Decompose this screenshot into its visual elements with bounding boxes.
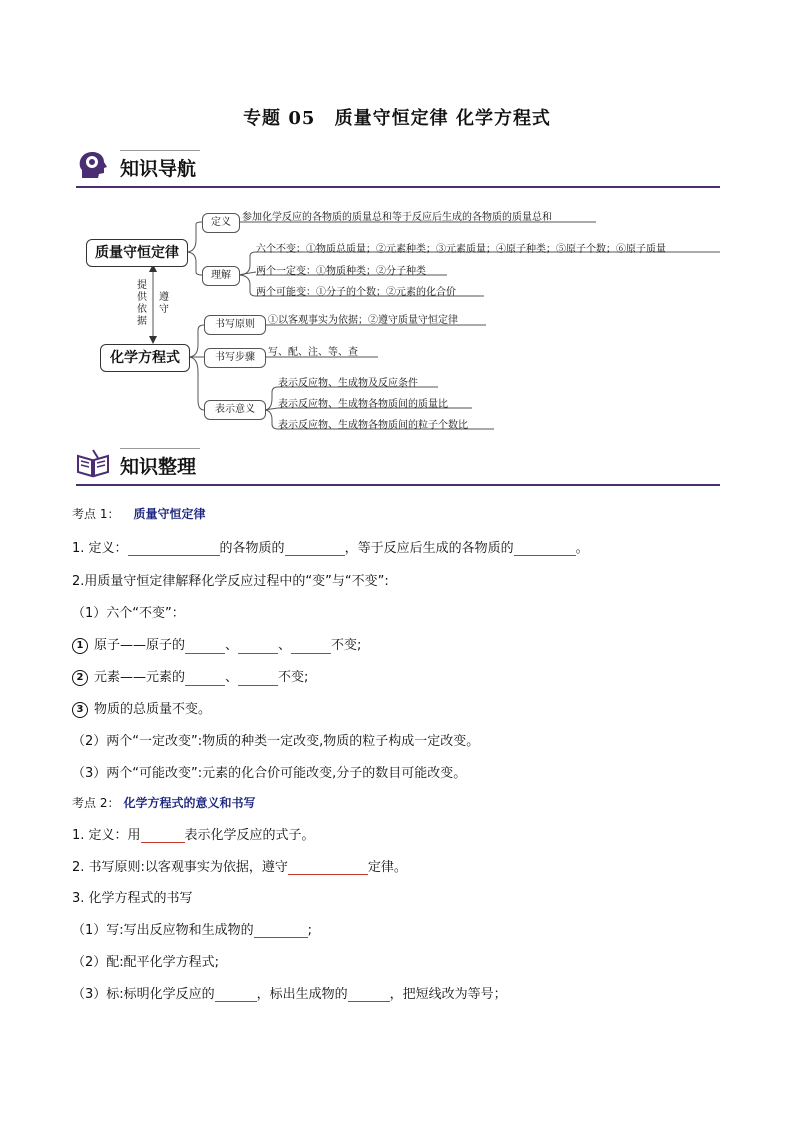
text-segment: 、 [225, 638, 239, 653]
text-segment: 1. 定义： [72, 541, 128, 556]
text-segment: 的各物质的 [219, 541, 285, 556]
fill-blank[interactable] [291, 639, 331, 654]
text-segment: 2. 书写原则:以客观事实为依据，遵守 [72, 860, 288, 875]
kp1-line-mass [72, 698, 211, 718]
kp2-line-3: 3. 化学方程式的书写 [72, 891, 193, 906]
node-definition: 定义 [202, 213, 240, 233]
text-segment: （3）标:标明化学反应的 [72, 987, 215, 1002]
root-box-conservation-law: 质量守恒定律 [86, 239, 188, 267]
text-segment: ，把短线改为等号； [389, 987, 507, 1002]
meaning-item: 表示反应物、生成物各物质间的质量比 [278, 399, 448, 410]
header-top-rule [120, 448, 200, 449]
link-label-basis: 提供依据 [137, 280, 147, 327]
text-segment: ; [307, 923, 313, 938]
title-main: 质量守恒定律 化学方程式 [334, 108, 551, 129]
section-notes-rule [76, 484, 720, 486]
kp2-line-write [72, 919, 312, 938]
fill-blank[interactable] [238, 639, 278, 654]
node-meaning: 表示意义 [204, 400, 266, 420]
text-segment: 、 [225, 670, 239, 685]
kp1-line-7: （2）两个“一定改变”:物质的种类一定改变,物质的粒子构成一定改变。 [72, 734, 480, 749]
kp2-line-principle [72, 856, 407, 875]
kp1-label: 考点 1： [72, 507, 120, 521]
fill-blank[interactable] [288, 860, 368, 875]
kp1-heading [72, 505, 205, 522]
section-notes-title: 知识整理 [120, 456, 197, 478]
kp1-line-elements [72, 666, 308, 686]
kp1-line-definition [72, 537, 589, 556]
node-writing-steps: 书写步骤 [204, 348, 266, 368]
kp2-line-mark [72, 983, 507, 1002]
definition-text: 参加化学反应的各物质的质量总和等于反应后生成的各物质的质量总和 [242, 212, 552, 223]
mindmap [0, 0, 794, 440]
fill-blank[interactable] [254, 923, 308, 938]
text-segment: 1. 定义：用 [72, 828, 141, 843]
principle-text: ①以客观事实为依据；②遵守质量守恒定律 [268, 315, 458, 326]
meaning-item: 表示反应物、生成物各物质间的粒子个数比 [278, 420, 468, 431]
understanding-item: 六个不变：①物质总质量；②元素种类；③元素质量；④原子种类；⑤原子个数；⑥原子质量 [256, 244, 666, 255]
circled-number: 3 [72, 702, 88, 718]
kp1-line-2: 2.用质量守恒定律解释化学反应过程中的“变”与“不变”: [72, 574, 389, 589]
circled-number: 1 [72, 638, 88, 654]
fill-blank[interactable] [215, 987, 257, 1002]
meaning-item: 表示反应物、生成物及反应条件 [278, 378, 418, 389]
fill-blank[interactable] [141, 828, 185, 843]
section-nav-title: 知识导航 [120, 158, 197, 180]
text-segment: 。 [575, 541, 589, 556]
open-book-icon [76, 446, 110, 480]
kp2-label: 考点 2： [72, 796, 120, 810]
text-segment: 物质的总质量不变。 [94, 702, 212, 717]
link-label-follow: 遵守 [159, 292, 169, 315]
text-segment: 元素——元素的 [94, 670, 186, 685]
node-understanding: 理解 [202, 266, 240, 286]
text-segment: 不变; [278, 670, 309, 685]
kp1-line-3: （1）六个“不变”： [72, 606, 185, 621]
fill-blank[interactable] [348, 987, 390, 1002]
node-writing-principle: 书写原则 [204, 315, 266, 335]
fill-blank[interactable] [238, 671, 278, 686]
text-segment: 定律。 [367, 860, 407, 875]
understanding-item: 两个一定变：①物质种类；②分子种类 [256, 266, 426, 277]
circled-number: 2 [72, 670, 88, 686]
kp1-line-8: （3）两个“可能改变”:元素的化合价可能改变,分子的数目可能改变。 [72, 766, 467, 781]
kp2-title: 化学方程式的意义和书写 [123, 796, 256, 810]
kp2-line-definition [72, 824, 315, 843]
kp1-title: 质量守恒定律 [133, 507, 206, 521]
text-segment: （1）写:写出反应物和生成物的 [72, 923, 254, 938]
steps-text: 写、配、注、等、查 [268, 347, 358, 358]
kp2-line-balance: （2）配:配平化学方程式; [72, 955, 220, 970]
fill-blank[interactable] [514, 541, 576, 556]
fill-blank[interactable] [285, 541, 345, 556]
fill-blank[interactable] [185, 639, 225, 654]
kp2-heading [72, 794, 255, 811]
fill-blank[interactable] [185, 671, 225, 686]
title-prefix: 专题 05 [243, 108, 316, 129]
section-notes-header [76, 446, 720, 486]
text-segment: 不变; [331, 638, 362, 653]
text-segment: 表示化学反应的式子。 [184, 828, 315, 843]
text-segment: ，等于反应后生成的各物质的 [344, 541, 514, 556]
kp1-line-atoms [72, 634, 361, 654]
text-segment: ，标出生成物的 [256, 987, 348, 1002]
root-box-chemical-equation: 化学方程式 [100, 344, 190, 372]
text-segment: 、 [278, 638, 292, 653]
understanding-item: 两个可能变：①分子的个数；②元素的化合价 [256, 287, 456, 298]
text-segment: 原子——原子的 [94, 638, 186, 653]
fill-blank[interactable] [128, 541, 220, 556]
